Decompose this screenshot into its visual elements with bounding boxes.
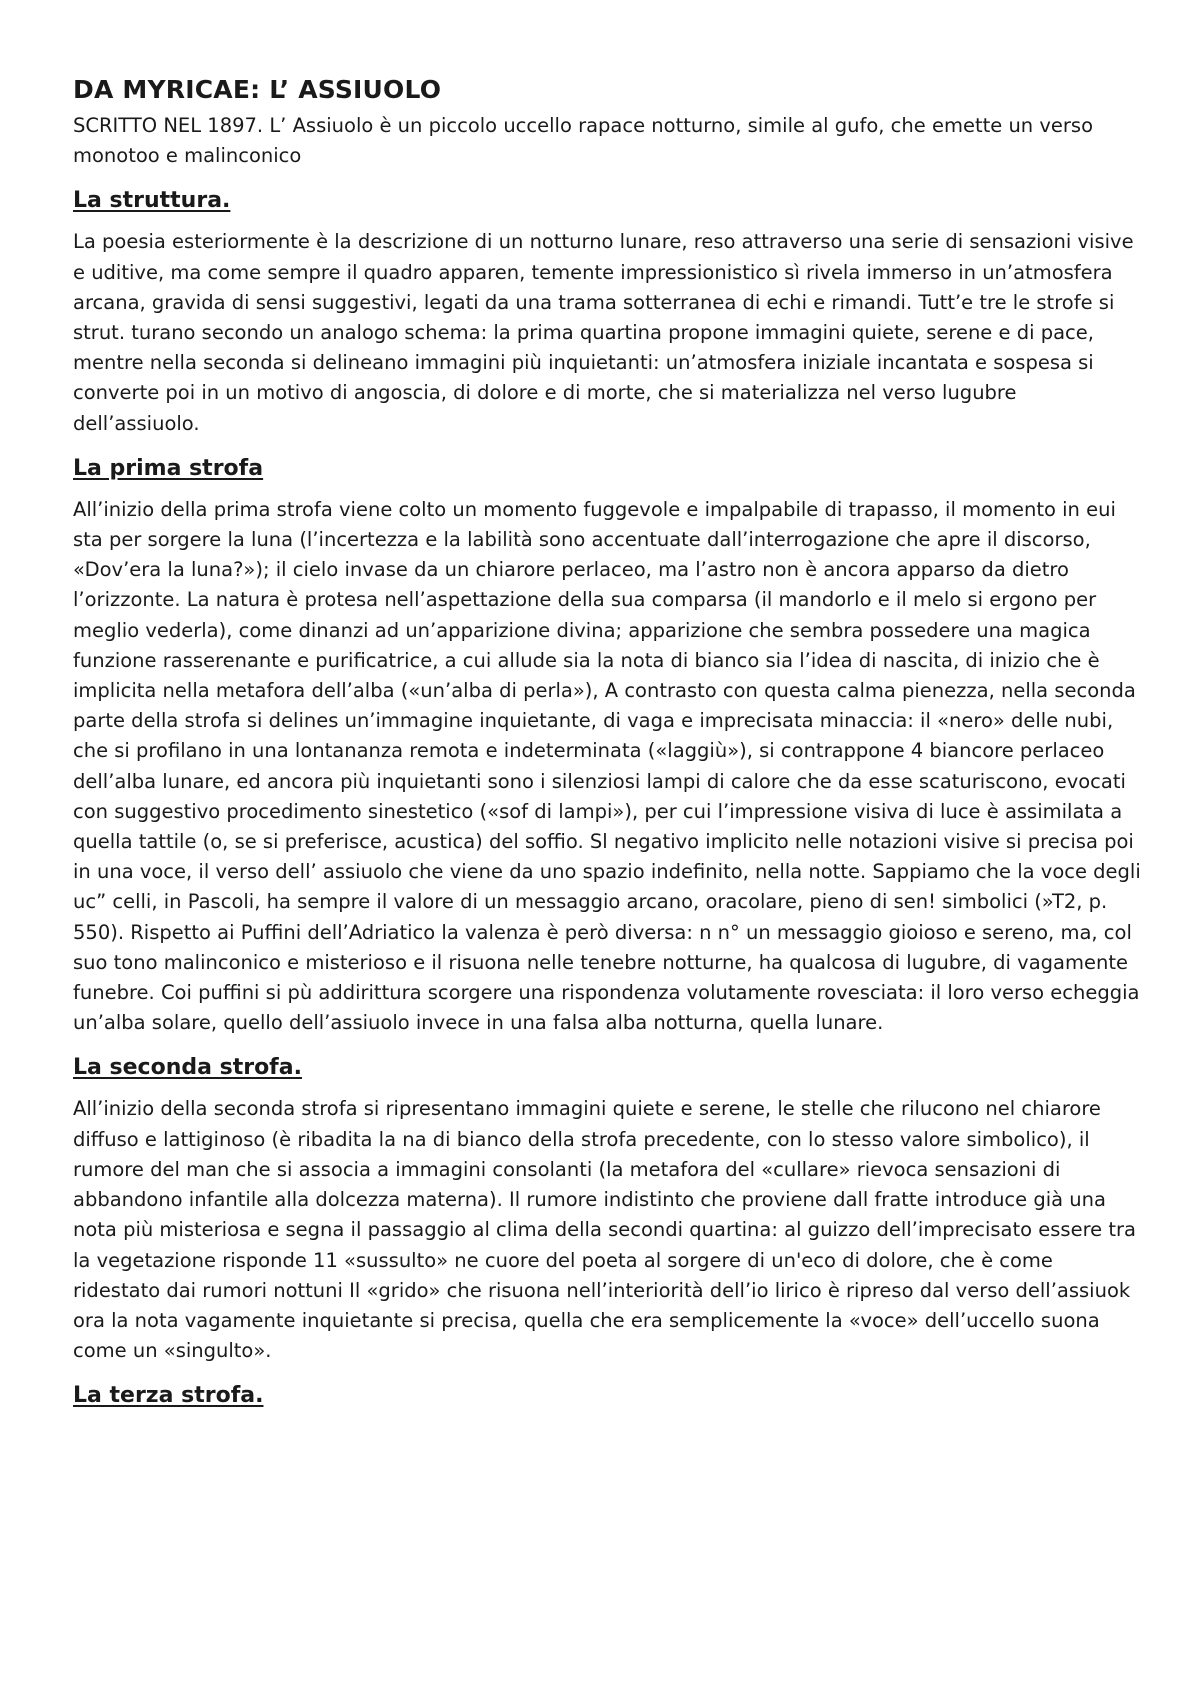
section-text-struttura: La poesia esteriormente è la descrizione di un notturno lunare, reso attraverso una serie di sensazioni visive e uditive, ma come sempre il quadro apparen, temente impressionistico sì rivela immerso in un’atmosfera arcana, gravida di sensi suggestivi, legati da una trama sotterranea di echi e rimandi. Tutt’e tre le strofe si strut. turano secondo un analogo schema: la prima quartina propone immagini quiete, serene e di pace, mentre nella seconda si delineano immagini più inquietanti: un’atmosfera iniziale incantata e sospesa si converte poi in un motivo di angoscia, di dolore e di morte, che si materializza nel verso lugubre dell’assiuolo. <box>73 230 1134 435</box>
document-content <box>73 68 1141 1422</box>
page-title: DA MYRICAE: L’ ASSIUOLO <box>73 75 442 104</box>
intro-paragraph: SCRITTO NEL 1897. L’ Assiuolo è un piccolo uccello rapace notturno, simile al gufo, che emette un verso monotoo e malinconico <box>73 114 1093 168</box>
section-heading-struttura: La struttura. <box>73 188 231 214</box>
section-text-seconda-strofa: All’inizio della seconda strofa si ripresentano immagini quiete e serene, le stelle che rilucono nel chiarore diffuso e lattiginoso (è ribadita la na di bianco della strofa precedente, con lo stesso valore simbolico), il rumore del man che si associa a immagini consolanti (la metafora del «cullare» rievoca sensazioni di abbandono infantile alla dolcezza materna). Il rumore indistinto che proviene dall fratte introduce già una nota più misteriosa e segna il passaggio al clima della secondi quartina: al guizzo dell’imprecisato essere tra la vegetazione risponde 11 «sussulto» ne cuore del poeta al sorgere di un'eco di dolore, che è come ridestato dai rumori nottuni Il «grido» che risuona nell’interiorità dell’io lirico è ripreso dal verso dell’assiuok ora la nota vagamente inquietante si precisa, quella che era semplicemente la «voce» dell’uccello suona come un «singulto». <box>73 1097 1136 1363</box>
section-heading-terza-strofa: La terza strofa. <box>73 1383 264 1409</box>
section-heading-seconda-strofa: La seconda strofa. <box>73 1055 302 1081</box>
section-heading-prima-strofa: La prima strofa <box>73 455 264 481</box>
section-text-prima-strofa: All’inizio della prima strofa viene colto un momento fuggevole e impalpabile di trapasso, il momento in eui sta per sorgere la luna (l’incertezza e la labilità sono accentuate dall’interrogazione che apre il discorso, «Dov’era la luna?»); il cielo invase da un chiarore perlaceo, ma l’astro non è ancora apparso da dietro l’orizzonte. La natura è protesa nell’aspettazione della sua comparsa (il mandorlo e il melo si ergono per meglio vederla), come dinanzi ad un’apparizione divina; apparizione che sembra possedere una magica funzione rasserenante e purificatrice, a cui allude sia la nota di bianco sia l’idea di nascita, di inizio che è implicita nella metafora dell’alba («un’alba di perla»), A contrasto con questa calma pienezza, nella seconda parte della strofa si delines un’immagine inquietante, di vaga e imprecisata minaccia: il «nero» delle nubi, che si profilano in una lontananza remota e indeterminata («laggiù»), si contrappone 4 biancore perlaceo dell’alba lunare, ed ancora più inquietanti sono i silenziosi lampi di calore che da esse scaturiscono, evocati con suggestivo procedimento sinestetico («sof di lampi»), per cui l’impressione visiva di luce è assimilata a quella tattile (o, se si preferisce, acustica) del soffio. Sl negativo implicito nelle notazioni visive si precisa poi in una voce, il verso dell’ assiuolo che viene da uno spazio indefinito, nella notte. Sappiamo che la voce degli uc” celli, in Pascoli, ha sempre il valore di un messaggio arcano, oracolare, pieno di sen! simbolici (»T2, p. 550). Rispetto ai Puffini dell’Adriatico la valenza è però diversa: n n° un messaggio gioioso e sereno, ma, col suo tono malinconico e misterioso e il risuona nelle tenebre notturne, ha qualcosa di lugubre, di vagamente funebre. Coi puffini si pù addirittura scorgere una rispondenza volutamente rovesciata: il loro verso echeggia un’alba solare, quello dell’assiuolo invece in una falsa alba notturna, quella lunare. <box>73 497 1141 1035</box>
